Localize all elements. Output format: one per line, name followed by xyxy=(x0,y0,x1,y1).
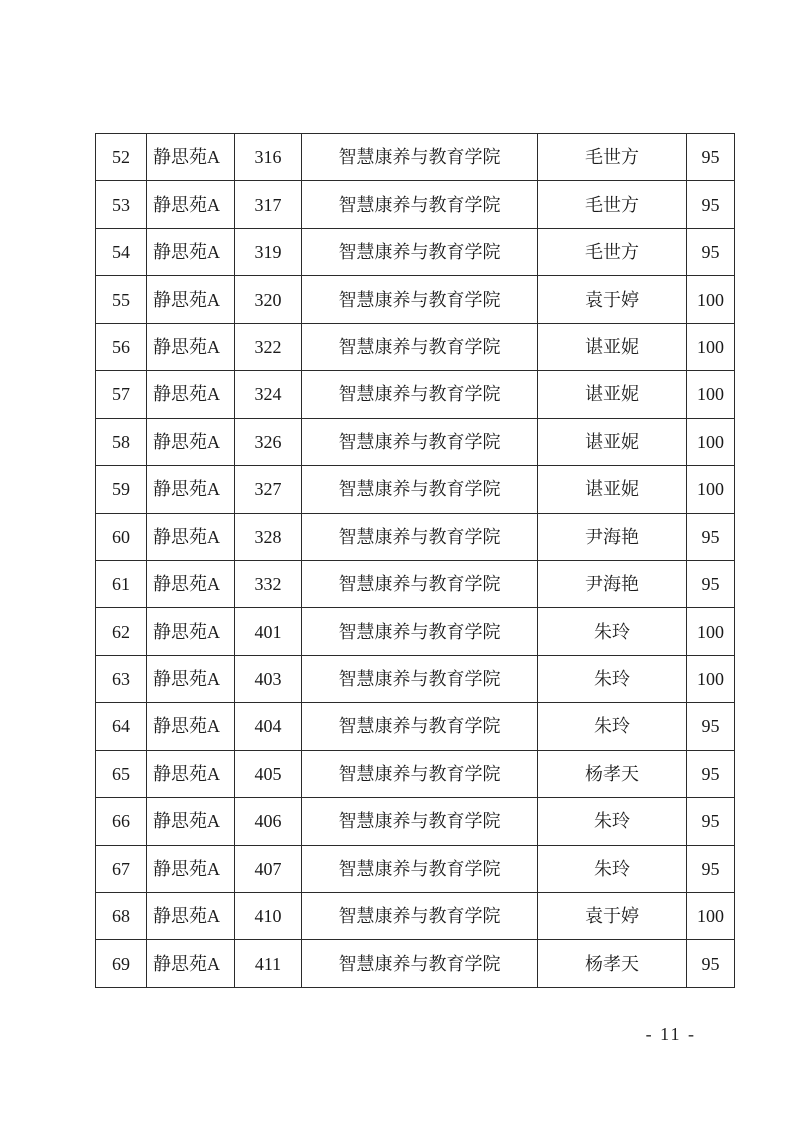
row-index-cell: 53 xyxy=(96,181,147,228)
room-number-cell: 332 xyxy=(235,560,302,607)
staff-name-cell: 朱玲 xyxy=(538,703,687,750)
table-row xyxy=(96,418,735,465)
staff-name-cell: 朱玲 xyxy=(538,655,687,702)
room-number-cell: 411 xyxy=(235,940,302,987)
row-index-cell: 69 xyxy=(96,940,147,987)
score-cell: 100 xyxy=(687,418,735,465)
staff-name-cell: 袁于婷 xyxy=(538,893,687,940)
row-index-cell: 67 xyxy=(96,845,147,892)
college-cell: 智慧康养与教育学院 xyxy=(302,513,538,560)
room-number-cell: 322 xyxy=(235,323,302,370)
table-row xyxy=(96,608,735,655)
table-row xyxy=(96,513,735,560)
college-cell: 智慧康养与教育学院 xyxy=(302,134,538,181)
table-row xyxy=(96,655,735,702)
table-row xyxy=(96,181,735,228)
records-body xyxy=(96,134,735,988)
room-number-cell: 401 xyxy=(235,608,302,655)
table-row xyxy=(96,940,735,987)
building-cell: 静思苑A xyxy=(147,608,235,655)
records-table xyxy=(95,133,735,988)
score-cell: 95 xyxy=(687,940,735,987)
college-cell: 智慧康养与教育学院 xyxy=(302,608,538,655)
score-cell: 100 xyxy=(687,276,735,323)
college-cell: 智慧康养与教育学院 xyxy=(302,940,538,987)
score-cell: 95 xyxy=(687,845,735,892)
staff-name-cell: 杨孝天 xyxy=(538,940,687,987)
staff-name-cell: 毛世方 xyxy=(538,228,687,275)
college-cell: 智慧康养与教育学院 xyxy=(302,798,538,845)
score-cell: 100 xyxy=(687,323,735,370)
score-cell: 100 xyxy=(687,893,735,940)
row-index-cell: 55 xyxy=(96,276,147,323)
building-cell: 静思苑A xyxy=(147,181,235,228)
building-cell: 静思苑A xyxy=(147,323,235,370)
college-cell: 智慧康养与教育学院 xyxy=(302,323,538,370)
score-cell: 100 xyxy=(687,371,735,418)
building-cell: 静思苑A xyxy=(147,418,235,465)
building-cell: 静思苑A xyxy=(147,940,235,987)
staff-name-cell: 谌亚妮 xyxy=(538,371,687,418)
row-index-cell: 62 xyxy=(96,608,147,655)
table-row xyxy=(96,371,735,418)
row-index-cell: 59 xyxy=(96,466,147,513)
staff-name-cell: 毛世方 xyxy=(538,181,687,228)
table-row xyxy=(96,323,735,370)
building-cell: 静思苑A xyxy=(147,893,235,940)
staff-name-cell: 朱玲 xyxy=(538,608,687,655)
score-cell: 100 xyxy=(687,466,735,513)
staff-name-cell: 谌亚妮 xyxy=(538,466,687,513)
row-index-cell: 65 xyxy=(96,750,147,797)
table-row xyxy=(96,893,735,940)
building-cell: 静思苑A xyxy=(147,798,235,845)
building-cell: 静思苑A xyxy=(147,845,235,892)
building-cell: 静思苑A xyxy=(147,703,235,750)
college-cell: 智慧康养与教育学院 xyxy=(302,276,538,323)
table-row xyxy=(96,560,735,607)
table-row xyxy=(96,798,735,845)
college-cell: 智慧康养与教育学院 xyxy=(302,703,538,750)
score-cell: 100 xyxy=(687,608,735,655)
room-number-cell: 320 xyxy=(235,276,302,323)
college-cell: 智慧康养与教育学院 xyxy=(302,371,538,418)
table-row xyxy=(96,703,735,750)
row-index-cell: 57 xyxy=(96,371,147,418)
college-cell: 智慧康养与教育学院 xyxy=(302,466,538,513)
page-number: - 11 - xyxy=(645,1024,696,1044)
building-cell: 静思苑A xyxy=(147,750,235,797)
college-cell: 智慧康养与教育学院 xyxy=(302,181,538,228)
table-row xyxy=(96,466,735,513)
table-row xyxy=(96,750,735,797)
row-index-cell: 68 xyxy=(96,893,147,940)
score-cell: 95 xyxy=(687,560,735,607)
score-cell: 100 xyxy=(687,655,735,702)
building-cell: 静思苑A xyxy=(147,655,235,702)
room-number-cell: 405 xyxy=(235,750,302,797)
staff-name-cell: 尹海艳 xyxy=(538,560,687,607)
building-cell: 静思苑A xyxy=(147,276,235,323)
room-number-cell: 327 xyxy=(235,466,302,513)
room-number-cell: 404 xyxy=(235,703,302,750)
college-cell: 智慧康养与教育学院 xyxy=(302,893,538,940)
score-cell: 95 xyxy=(687,228,735,275)
room-number-cell: 317 xyxy=(235,181,302,228)
staff-name-cell: 袁于婷 xyxy=(538,276,687,323)
building-cell: 静思苑A xyxy=(147,560,235,607)
college-cell: 智慧康养与教育学院 xyxy=(302,418,538,465)
room-number-cell: 403 xyxy=(235,655,302,702)
room-number-cell: 319 xyxy=(235,228,302,275)
room-number-cell: 328 xyxy=(235,513,302,560)
room-number-cell: 326 xyxy=(235,418,302,465)
building-cell: 静思苑A xyxy=(147,466,235,513)
row-index-cell: 54 xyxy=(96,228,147,275)
score-cell: 95 xyxy=(687,798,735,845)
table-row xyxy=(96,134,735,181)
building-cell: 静思苑A xyxy=(147,134,235,181)
room-number-cell: 316 xyxy=(235,134,302,181)
row-index-cell: 52 xyxy=(96,134,147,181)
staff-name-cell: 谌亚妮 xyxy=(538,418,687,465)
table-row xyxy=(96,845,735,892)
staff-name-cell: 谌亚妮 xyxy=(538,323,687,370)
building-cell: 静思苑A xyxy=(147,371,235,418)
room-number-cell: 407 xyxy=(235,845,302,892)
staff-name-cell: 朱玲 xyxy=(538,798,687,845)
row-index-cell: 60 xyxy=(96,513,147,560)
room-number-cell: 410 xyxy=(235,893,302,940)
row-index-cell: 64 xyxy=(96,703,147,750)
staff-name-cell: 尹海艳 xyxy=(538,513,687,560)
building-cell: 静思苑A xyxy=(147,513,235,560)
row-index-cell: 61 xyxy=(96,560,147,607)
row-index-cell: 56 xyxy=(96,323,147,370)
score-cell: 95 xyxy=(687,703,735,750)
score-cell: 95 xyxy=(687,513,735,560)
college-cell: 智慧康养与教育学院 xyxy=(302,560,538,607)
room-number-cell: 406 xyxy=(235,798,302,845)
row-index-cell: 58 xyxy=(96,418,147,465)
college-cell: 智慧康养与教育学院 xyxy=(302,228,538,275)
row-index-cell: 66 xyxy=(96,798,147,845)
staff-name-cell: 杨孝天 xyxy=(538,750,687,797)
building-cell: 静思苑A xyxy=(147,228,235,275)
score-cell: 95 xyxy=(687,750,735,797)
staff-name-cell: 毛世方 xyxy=(538,134,687,181)
row-index-cell: 63 xyxy=(96,655,147,702)
staff-name-cell: 朱玲 xyxy=(538,845,687,892)
score-cell: 95 xyxy=(687,181,735,228)
college-cell: 智慧康养与教育学院 xyxy=(302,750,538,797)
college-cell: 智慧康养与教育学院 xyxy=(302,655,538,702)
table-row xyxy=(96,228,735,275)
college-cell: 智慧康养与教育学院 xyxy=(302,845,538,892)
table-row xyxy=(96,276,735,323)
room-number-cell: 324 xyxy=(235,371,302,418)
score-cell: 95 xyxy=(687,134,735,181)
